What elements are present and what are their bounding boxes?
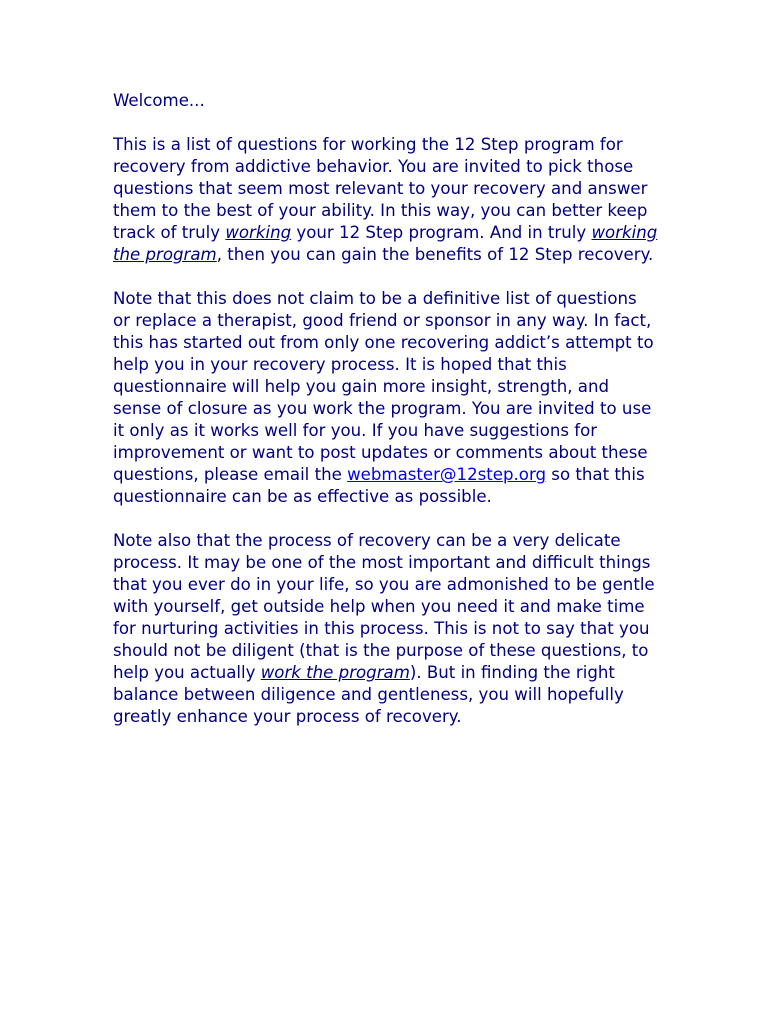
emphasis-work-the-program: work the program — [260, 663, 410, 682]
emphasis-working: working — [225, 223, 292, 242]
intro-text-1: This is a list of questions for working the 12 Step program for recovery from addictive behavior. You are invited to pick those questions that seem most relevant to your recovery and answer them to the best of your ability. In this way, you can better keep track of truly — [113, 135, 648, 242]
caution-text-2: ). But in finding the right balance between diligence and gentleness, you will hopefully greatly enhance your process of recovery. — [113, 663, 624, 726]
caution-text-1: Note also that the process of recovery can be a very delicate process. It may be one of the most important and difficult things that you ever do in your life, so you are admonished to be gentle with yourself, get outside help when you need it and make time for nurturing activities in this process. This is not to say that you should not be diligent (that is the purpose of these questions, to help you actually — [113, 531, 655, 682]
webmaster-email-link[interactable]: webmaster@12step.org — [347, 465, 547, 484]
intro-text-2: your 12 Step program. And in truly — [291, 223, 592, 242]
document-page — [113, 90, 658, 750]
disclaimer-text-2: so that this questionnaire can be as effective as possible. — [113, 465, 645, 506]
greeting: Welcome... — [113, 91, 205, 110]
emphasis-working-the-program: working the program — [113, 223, 658, 264]
disclaimer-paragraph — [113, 288, 658, 508]
intro-paragraph — [113, 134, 658, 266]
intro-text-3: , then you can gain the benefits of 12 Step recovery. — [216, 245, 654, 264]
caution-paragraph — [113, 530, 658, 728]
disclaimer-text-1: Note that this does not claim to be a definitive list of questions or replace a therapist, good friend or sponsor in any way. In fact, this has started out from only one recovering addict’s attempt to help you in your recovery process. It is hoped that this questionnaire will help you gain more insight, strength, and sense of closure as you work the program. You are invited to use it only as it works well for you. If you have suggestions for improvement or want to post updates or comments about these questions, please email the — [113, 289, 654, 484]
